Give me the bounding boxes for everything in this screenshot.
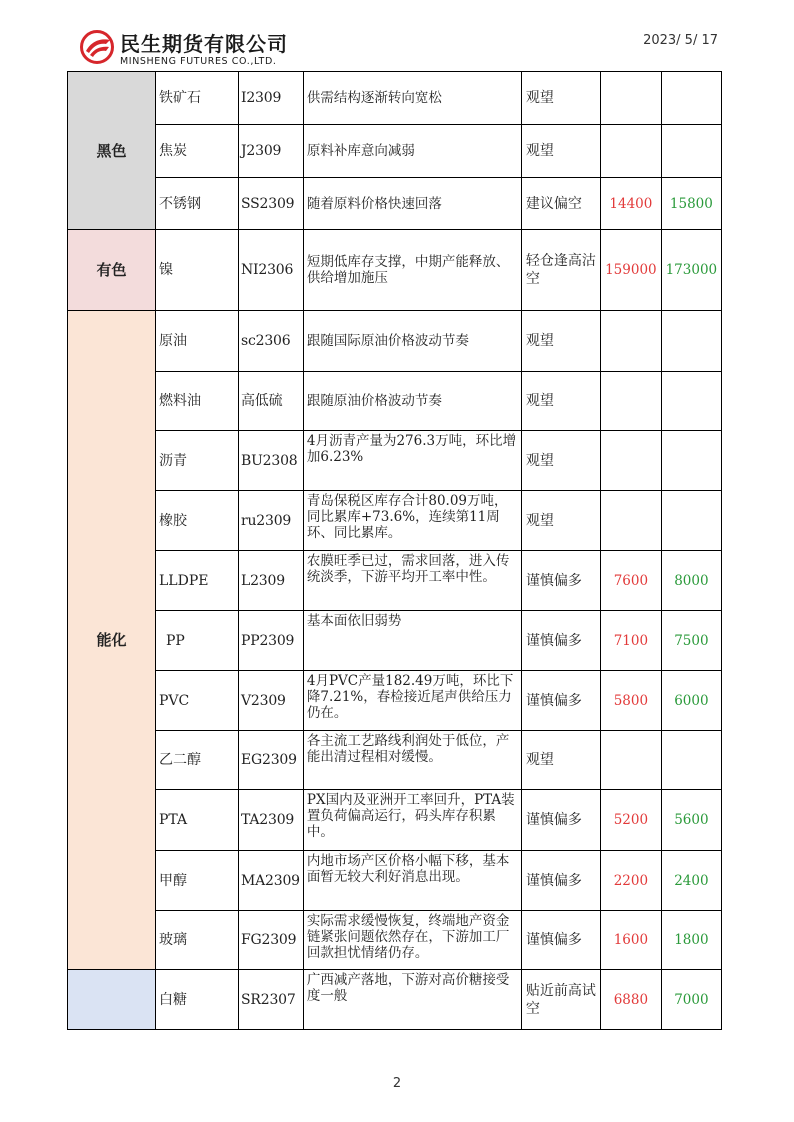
strategy-advice: 贴近前高试空 [521,970,600,1030]
table-row [68,611,722,671]
company-name-cn: 民生期货有限公司 [120,32,288,56]
commodity-name: 沥青 [156,431,239,491]
price-high: 7000 [661,970,721,1030]
market-view: 青岛保税区库存合计80.09万吨，同比累库+73.6%，连续第11周环、同比累库。 [303,491,521,551]
price-high: 5600 [661,790,721,851]
strategy-advice: 谨慎偏多 [521,911,600,970]
strategy-advice: 谨慎偏多 [521,551,600,611]
commodity-name: 不锈钢 [156,178,239,230]
table-row [68,72,722,125]
commodity-name: 镍 [156,230,239,311]
page-number: 2 [392,1076,402,1091]
sector-soft [68,970,156,1030]
commodity-name: PVC [156,671,239,731]
price-low: 5200 [600,790,661,851]
market-view: 4月PVC产量182.49万吨，环比下降7.21%，春检接近尾声供给压力仍在。 [303,671,521,731]
price-low: 5800 [600,671,661,731]
company-name-en: MINSHENG FUTURES CO.,LTD. [120,56,277,67]
contract-code: SR2307 [239,970,304,1030]
contract-code: NI2306 [239,230,304,311]
strategy-advice: 观望 [521,431,600,491]
price-high [661,431,721,491]
table-row [68,911,722,970]
price-low: 7600 [600,551,661,611]
table-row [68,125,722,178]
commodity-name: 白糖 [156,970,239,1030]
price-high: 1800 [661,911,721,970]
price-high [661,72,721,125]
strategy-advice: 谨慎偏多 [521,671,600,731]
price-high: 7500 [661,611,721,671]
strategy-advice: 谨慎偏多 [521,851,600,911]
sector-black: 黑色 [68,72,156,230]
market-view: 实际需求缓慢恢复，终端地产资金链紧张问题依然存在，下游加工厂回款担忧情绪仍存。 [303,911,521,970]
price-low [600,311,661,372]
contract-code: MA2309 [239,851,304,911]
contract-code: J2309 [239,125,304,178]
contract-code: BU2308 [239,431,304,491]
table-row [68,230,722,311]
contract-code: V2309 [239,671,304,731]
market-view: 广西减产落地，下游对高价糖接受度一般 [303,970,521,1030]
market-view: 跟随原油价格波动节奏 [303,372,521,431]
commodity-name: PP [156,611,239,671]
price-high: 6000 [661,671,721,731]
sector-energy-chem: 能化 [68,311,156,970]
contract-code: sc2306 [239,311,304,372]
commodity-name: 铁矿石 [156,72,239,125]
price-low: 1600 [600,911,661,970]
commodity-name: 橡胶 [156,491,239,551]
strategy-advice: 观望 [521,372,600,431]
strategy-advice: 观望 [521,72,600,125]
table-row [68,551,722,611]
price-high [661,731,721,790]
table-row [68,491,722,551]
market-view: 原料补库意向减弱 [303,125,521,178]
market-view: 跟随国际原油价格波动节奏 [303,311,521,372]
market-view: 4月沥青产量为276.3万吨，环比增加6.23% [303,431,521,491]
company-logo [80,26,320,72]
price-low [600,491,661,551]
price-high [661,125,721,178]
contract-code: FG2309 [239,911,304,970]
commodity-name: 原油 [156,311,239,372]
contract-code: 高低硫 [239,372,304,431]
table-row [68,731,722,790]
commodity-name: 甲醇 [156,851,239,911]
table-row [68,431,722,491]
sector-nonferrous: 有色 [68,230,156,311]
table-row [68,671,722,731]
contract-code: EG2309 [239,731,304,790]
company-logo-icon [80,30,114,64]
price-low: 14400 [600,178,661,230]
market-view: PX国内及亚洲开工率回升，PTA装置负荷偏高运行，码头库存积累中。 [303,790,521,851]
price-low: 2200 [600,851,661,911]
commodity-name: 焦炭 [156,125,239,178]
price-high: 2400 [661,851,721,911]
price-high: 8000 [661,551,721,611]
strategy-table [67,71,722,1030]
strategy-advice: 观望 [521,731,600,790]
price-low: 7100 [600,611,661,671]
strategy-advice: 建议偏空 [521,178,600,230]
strategy-advice: 谨慎偏多 [521,611,600,671]
commodity-name: 燃料油 [156,372,239,431]
table-row [68,178,722,230]
contract-code: PP2309 [239,611,304,671]
contract-code: L2309 [239,551,304,611]
market-view: 随着原料价格快速回落 [303,178,521,230]
commodity-name: PTA [156,790,239,851]
price-low: 159000 [600,230,661,311]
contract-code: I2309 [239,72,304,125]
price-low: 6880 [600,970,661,1030]
market-view: 供需结构逐渐转向宽松 [303,72,521,125]
price-low [600,731,661,790]
price-high: 173000 [661,230,721,311]
price-high [661,311,721,372]
table-row [68,311,722,372]
report-date: 2023/ 5/ 17 [643,33,718,48]
contract-code: TA2309 [239,790,304,851]
strategy-advice: 轻仓逢高沽空 [521,230,600,311]
price-low [600,125,661,178]
market-view: 各主流工艺路线利润处于低位，产能出清过程相对缓慢。 [303,731,521,790]
table-row [68,790,722,851]
price-low [600,372,661,431]
table-row [68,851,722,911]
commodity-name: 玻璃 [156,911,239,970]
commodity-name: LLDPE [156,551,239,611]
strategy-advice: 观望 [521,491,600,551]
market-view: 基本面依旧弱势 [303,611,521,671]
table-row [68,372,722,431]
strategy-advice: 谨慎偏多 [521,790,600,851]
price-high [661,372,721,431]
price-low [600,72,661,125]
market-view: 农膜旺季已过，需求回落，进入传统淡季，下游平均开工率中性。 [303,551,521,611]
commodity-name: 乙二醇 [156,731,239,790]
price-high [661,491,721,551]
contract-code: ru2309 [239,491,304,551]
table-row [68,970,722,1030]
price-low [600,431,661,491]
market-view: 内地市场产区价格小幅下移，基本面暂无较大利好消息出现。 [303,851,521,911]
price-high: 15800 [661,178,721,230]
market-view: 短期低库存支撑，中期产能释放、供给增加施压 [303,230,521,311]
strategy-advice: 观望 [521,311,600,372]
strategy-advice: 观望 [521,125,600,178]
contract-code: SS2309 [239,178,304,230]
